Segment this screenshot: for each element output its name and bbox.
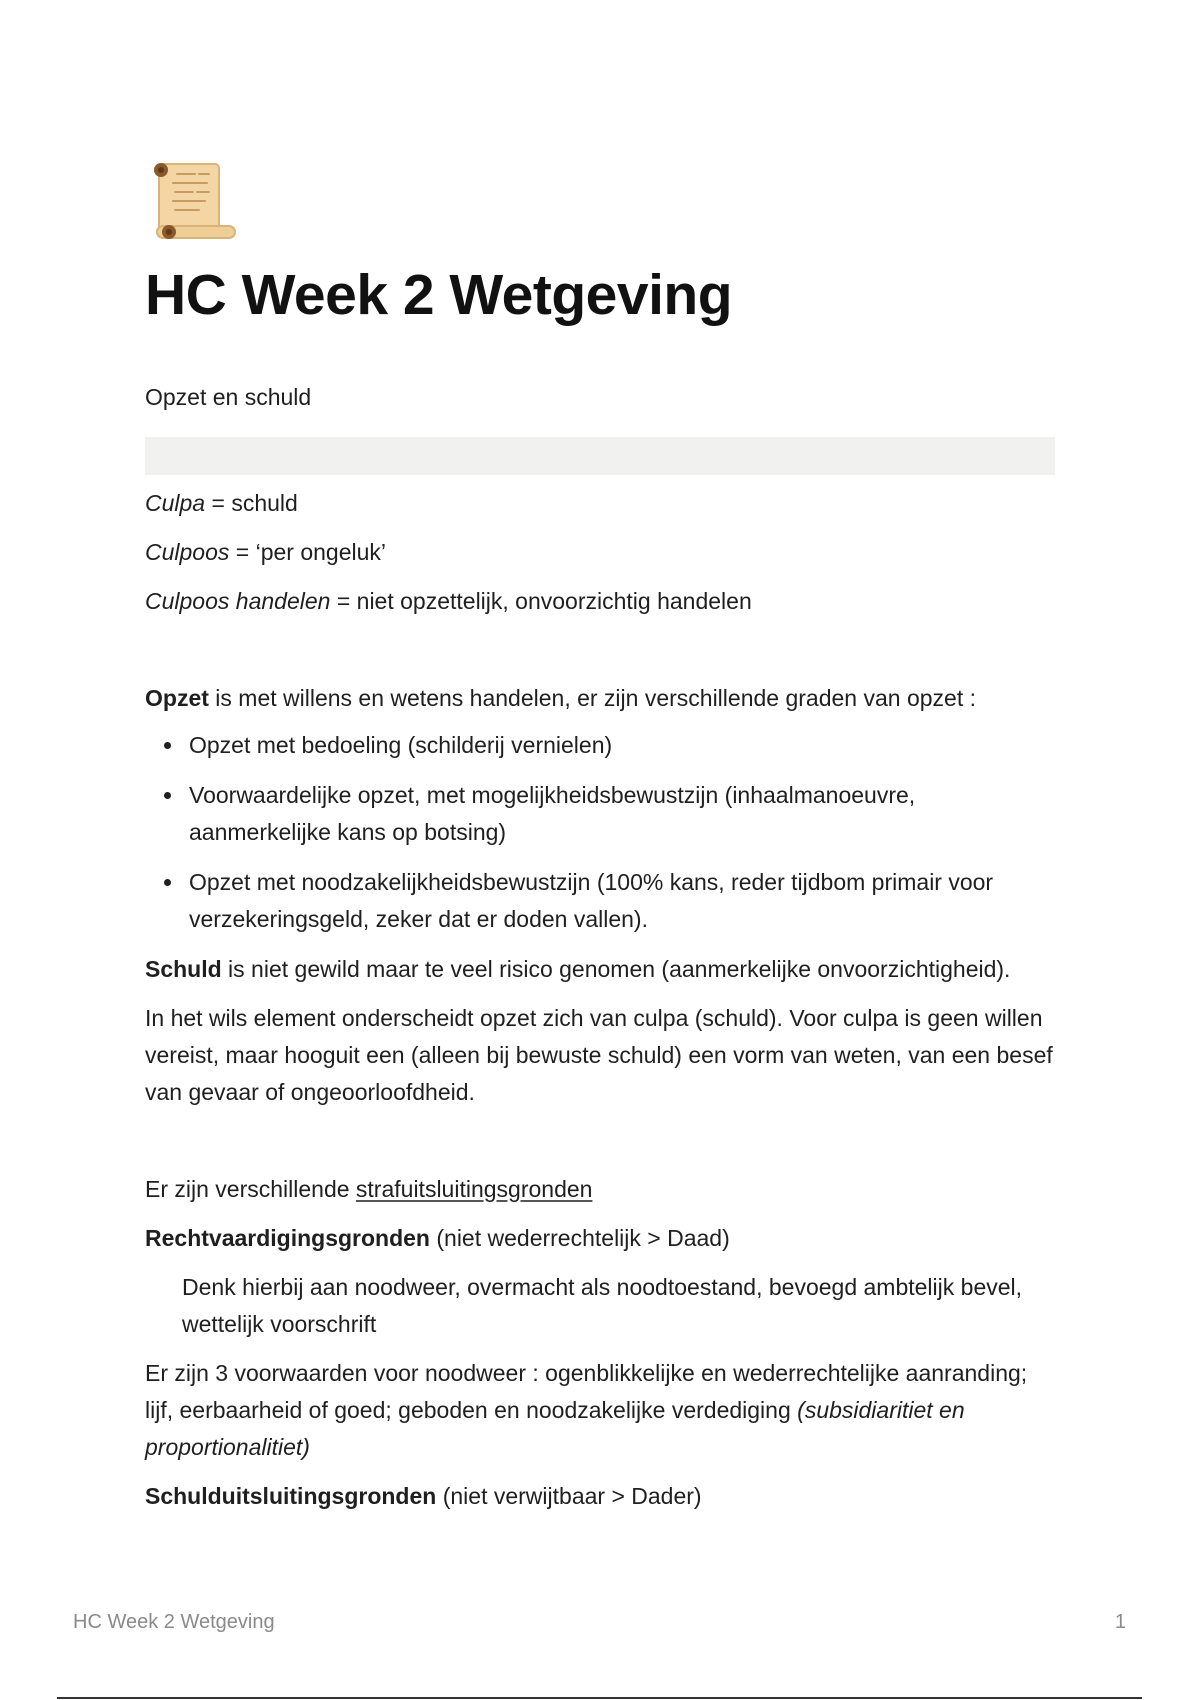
list-item: Opzet met bedoeling (schilderij vernielen): [189, 727, 1055, 764]
page-title: HC Week 2 Wetgeving: [145, 263, 733, 327]
paragraph-text: Er zijn 3 voorwaarden voor noodweer : ogenblikkelijke en wederrechtelijke aanranding; lijf, eerbaarheid of goed; geboden en noodzakelijke verdediging: [145, 1359, 1028, 1423]
definition-culpa: [145, 485, 1055, 522]
definition-term: Culpa: [145, 489, 206, 516]
bold-term: Schulduitsluitingsgronden: [145, 1482, 437, 1509]
paragraph-text: Er zijn verschillende: [145, 1175, 356, 1202]
paragraph-text: is niet gewild maar te veel risico genomen (aanmerkelijke onvoorzichtigheid).: [221, 955, 1011, 982]
wils-paragraph: In het wils element onderscheidt opzet zich van culpa (schuld). Voor culpa is geen willen vereist, maar hooguit een (alleen bij bewuste schuld) een vorm van weten, van een besef van gevaar of ongeoorloofdheid.: [145, 1004, 1053, 1105]
definition-term: Culpoos handelen: [145, 587, 331, 614]
opzet-paragraph: [145, 680, 1055, 717]
callout-block: [145, 437, 1055, 475]
rechtvaardiging-paragraph: [145, 1220, 1055, 1257]
definition-culpoos: [145, 534, 1055, 571]
paragraph-text: (niet verwijtbaar > Dader): [436, 1482, 702, 1509]
schuld-paragraph: [145, 951, 1055, 988]
paragraph-text: is met willens en wetens handelen, er zijn verschillende graden van opzet :: [208, 684, 976, 711]
strafuitsluiting-paragraph: [145, 1171, 1055, 1208]
opzet-grades-list: [145, 727, 1055, 938]
noodweer-paragraph: [145, 1355, 1055, 1466]
footer-title: HC Week 2 Wetgeving: [73, 1611, 275, 1633]
scroll-icon: [145, 158, 237, 242]
definition-text: = niet opzettelijk, onvoorzichtig handelen: [330, 587, 752, 614]
bold-term: Rechtvaardigingsgronden: [145, 1224, 430, 1251]
rechtvaardiging-examples: Denk hierbij aan noodweer, overmacht als noodtoestand, bevoegd ambtelijk bevel, wettelijk voorschrift: [182, 1273, 1023, 1337]
definition-text: = schuld: [205, 489, 298, 516]
section-subtitle: Opzet en schuld: [145, 383, 312, 410]
bold-term: Schuld: [145, 955, 222, 982]
paragraph-text: (niet wederrechtelijk > Daad): [429, 1224, 730, 1251]
strafuitsluitingsgronden-link[interactable]: strafuitsluitingsgronden: [355, 1175, 593, 1202]
document-page: [145, 158, 1055, 1515]
italic-note: (subsidiaritiet en proportionalitiet): [145, 1396, 965, 1460]
definition-culpoos-handelen: [145, 583, 1055, 620]
schulduitsluiting-paragraph: [145, 1478, 1055, 1515]
bold-term: Opzet: [145, 684, 209, 711]
page-number: 1: [1114, 1611, 1126, 1633]
definition-text: = ‘per ongeluk’: [229, 538, 387, 565]
page-divider: [57, 1697, 1142, 1699]
definition-term: Culpoos: [145, 538, 230, 565]
list-item: Voorwaardelijke opzet, met mogelijkheidsbewustzijn (inhaalmanoeuvre, aanmerkelijke kans op botsing): [189, 777, 1055, 851]
list-item: Opzet met noodzakelijkheidsbewustzijn (100% kans, reder tijdbom primair voor verzekeringsgeld, zeker dat er doden vallen).: [189, 864, 1055, 938]
